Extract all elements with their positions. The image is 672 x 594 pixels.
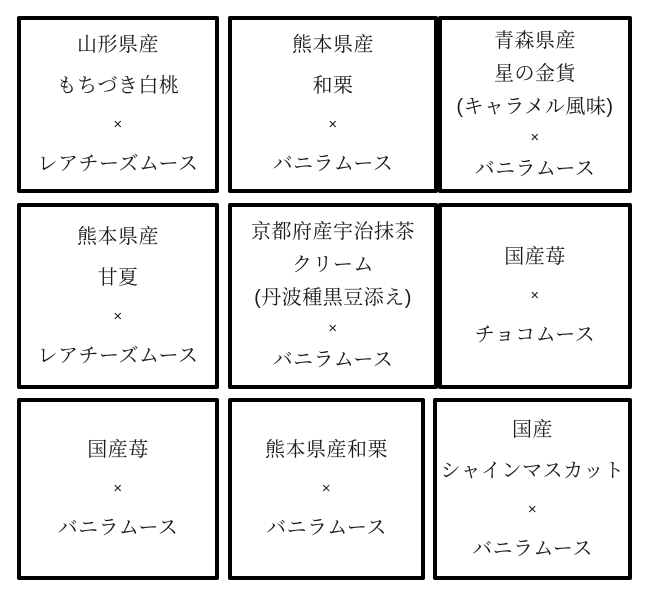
- cell-kokusan-shine-muscat: [433, 398, 632, 580]
- multiply-separator: ×: [328, 116, 338, 133]
- multiply-separator: ×: [527, 500, 538, 518]
- product-name: 星の金貨: [494, 62, 576, 85]
- cell-kumamoto-waguri: [228, 16, 438, 193]
- product-origin: 京都府産宇治抹茶: [251, 221, 415, 243]
- product-name: 国産苺: [504, 246, 566, 268]
- cell-kyoto-uji-matcha-cream: [228, 203, 438, 389]
- product-name: 熊本県産和栗: [265, 439, 388, 461]
- cell-yamagata-mochizuki-hakuto: [17, 16, 219, 193]
- mousse-name: レアチーズムース: [37, 153, 199, 175]
- multiply-separator: ×: [113, 307, 123, 325]
- cell-kumamoto-waguri-vanilla: [228, 398, 425, 580]
- mousse-name: バニラムース: [474, 157, 596, 180]
- cell-kokusan-ichigo-vanilla: [17, 398, 219, 580]
- multiply-separator: ×: [328, 320, 338, 337]
- cell-aomori-hoshi-no-kinka: [438, 16, 632, 193]
- product-name: もちづき白桃: [56, 75, 180, 97]
- product-name: 和栗: [312, 75, 354, 97]
- product-name: 甘夏: [97, 266, 139, 289]
- mousse-name: チョコムース: [474, 324, 596, 346]
- multiply-separator: ×: [113, 480, 123, 497]
- cell-kokusan-ichigo-choco: [438, 203, 632, 389]
- mousse-name: バニラムース: [57, 517, 179, 539]
- multiply-separator: ×: [113, 116, 123, 133]
- product-name: シャインマスカット: [440, 459, 625, 482]
- mousse-name: バニラムース: [266, 517, 387, 539]
- product-origin: 熊本県産: [292, 34, 374, 56]
- multiply-separator: ×: [321, 480, 332, 497]
- mousse-name: レアチーズムース: [37, 344, 199, 367]
- cell-kumamoto-amanatsu: [17, 203, 219, 389]
- product-flavor-note: (キャラメル風味): [456, 95, 614, 118]
- product-origin: 山形県産: [77, 34, 159, 56]
- product-flavor-note: (丹波種黒豆添え): [254, 287, 412, 309]
- product-name: クリーム: [292, 254, 374, 276]
- mousse-name: バニラムース: [472, 537, 593, 560]
- product-origin: 青森県産: [494, 29, 576, 52]
- multiply-separator: ×: [530, 128, 540, 146]
- mousse-name: バニラムース: [272, 153, 394, 175]
- product-origin: 熊本県産: [77, 225, 159, 248]
- multiply-separator: ×: [530, 287, 540, 304]
- product-origin: 国産: [512, 418, 553, 441]
- mousse-name: バニラムース: [272, 349, 394, 371]
- product-name: 国産苺: [87, 439, 149, 461]
